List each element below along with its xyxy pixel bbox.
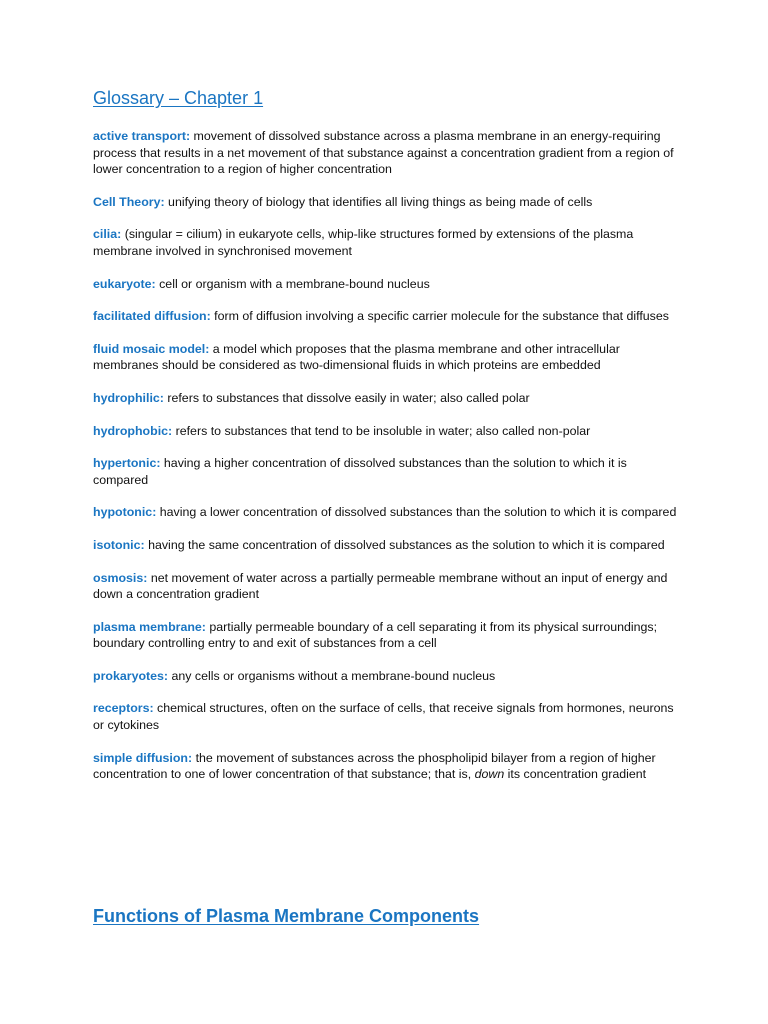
glossary-term: cilia: <box>93 227 122 242</box>
glossary-definition: cell or organism with a membrane-bound nucleus <box>155 276 430 291</box>
glossary-term: hypotonic: <box>93 505 157 520</box>
glossary-term: facilitated diffusion: <box>93 309 211 324</box>
glossary-definition: chemical structures, often on the surface of cells, that receive signals from hormones, neurons or cytokines <box>93 701 674 733</box>
glossary-entry <box>93 276 683 293</box>
glossary-entry <box>93 455 683 488</box>
glossary-entry <box>93 570 683 603</box>
glossary-definition: any cells or organisms without a membrane-bound nucleus <box>168 668 496 683</box>
glossary-term: simple diffusion: <box>93 750 193 765</box>
glossary-definition: (singular = cilium) in eukaryote cells, whip-like structures formed by extensions of the plasma membrane involved in synchronised movement <box>93 227 634 258</box>
glossary-definition: movement of dissolved substance across a plasma membrane in an energy-requiring process that results in a net movement of that substance against a concentration gradient from a region of lower concentration to a region of higher concentration <box>93 129 674 177</box>
glossary-definition: having the same concentration of dissolved substances as the solution to which it is compared <box>144 537 665 552</box>
glossary-term: hydrophobic: <box>93 423 173 438</box>
glossary-entry <box>93 504 683 521</box>
glossary-entry <box>93 619 683 652</box>
glossary-definition: net movement of water across a partially permeable membrane without an input of energy and down a concentration gradient <box>93 570 668 602</box>
glossary-definition: having a higher concentration of dissolved substances than the solution to which it is compared <box>93 456 627 487</box>
glossary-term: plasma membrane: <box>93 619 206 634</box>
glossary-title: Glossary – Chapter 1 <box>93 88 264 108</box>
glossary-list <box>93 128 683 799</box>
glossary-definition: refers to substances that dissolve easily in water; also called polar <box>163 390 530 405</box>
glossary-term: eukaryote: <box>93 276 156 291</box>
glossary-term: receptors: <box>93 701 154 716</box>
glossary-emphasis: down <box>474 767 505 782</box>
glossary-definition: a model which proposes that the plasma membrane and other intracellular membranes should be considered as two-dimensional fluids in which proteins are embedded <box>93 341 620 373</box>
glossary-term: prokaryotes: <box>93 668 169 683</box>
glossary-entry <box>93 700 683 733</box>
glossary-entry <box>93 194 683 211</box>
glossary-entry <box>93 341 683 374</box>
glossary-term: Cell Theory: <box>93 194 165 209</box>
glossary-term: active transport: <box>93 129 191 143</box>
glossary-term: hydrophilic: <box>93 390 164 405</box>
glossary-term: hypertonic: <box>93 456 161 471</box>
glossary-entry <box>93 668 683 685</box>
glossary-entry <box>93 750 683 783</box>
glossary-definition: form of diffusion involving a specific carrier molecule for the substance that diffuses <box>210 309 669 324</box>
glossary-definition-end: its concentration gradient <box>504 767 647 782</box>
glossary-entry <box>93 537 683 554</box>
glossary-entry <box>93 226 683 259</box>
glossary-term: isotonic: <box>93 537 145 552</box>
glossary-entry <box>93 128 683 178</box>
glossary-definition: partially permeable boundary of a cell separating it from its physical surroundings; boundary controlling entry to and exit of substances from a cell <box>93 619 658 651</box>
glossary-entry <box>93 390 683 407</box>
glossary-term: fluid mosaic model: <box>93 341 210 356</box>
glossary-term: osmosis: <box>93 570 148 585</box>
glossary-definition: unifying theory of biology that identifies all living things as being made of cells <box>164 194 593 209</box>
glossary-entry <box>93 308 683 325</box>
section-heading: Functions of Plasma Membrane Components <box>93 906 480 926</box>
glossary-definition: refers to substances that tend to be insoluble in water; also called non-polar <box>172 423 591 438</box>
glossary-definition: having a lower concentration of dissolved substances than the solution to which it is compared <box>156 505 677 520</box>
glossary-definition: the movement of substances across the phospholipid bilayer from a region of higher concentration to one of lower concentration of that substance; that is, <box>93 750 656 782</box>
glossary-entry <box>93 423 683 440</box>
